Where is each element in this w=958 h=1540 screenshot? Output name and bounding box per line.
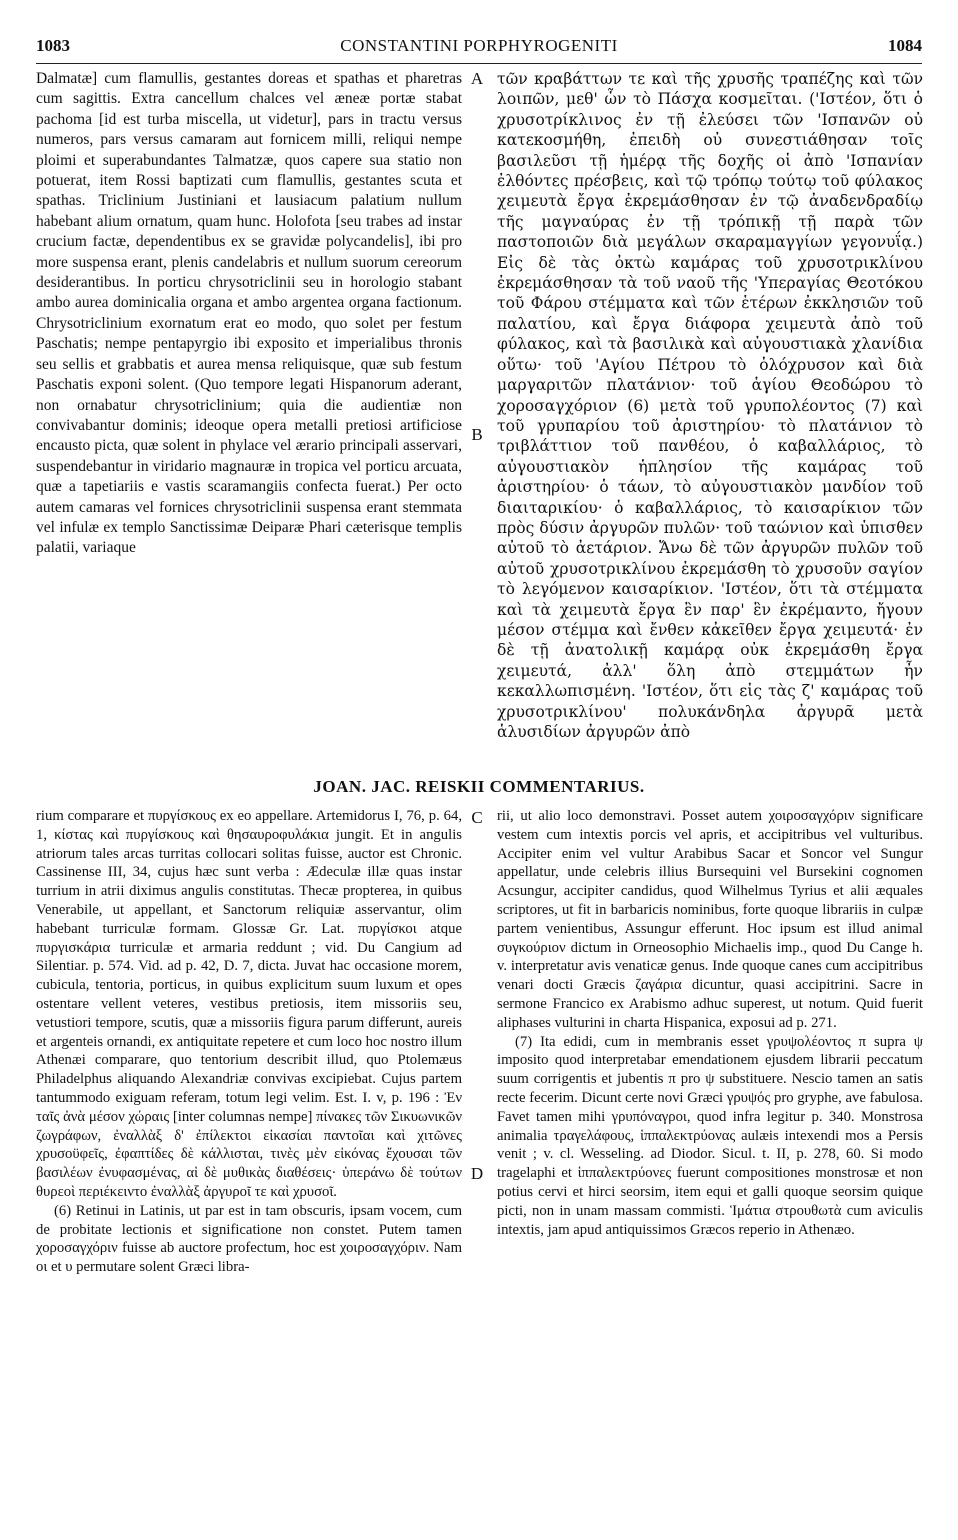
commentary-note-7: (7) Ita edidi, cum in membranis esset γρυψολέοντος π supra ψ imposito quod interpretabar emendationem ejusdem librarii peccatum suum corrigentis et jubentis π pro ψ substituere. Nescio tamen an satis recte fecerim. Dicunt certe novi Græci γρυψός pro gryphe, ave fabulosa. Favet tamen mihi γρυπόναγροι, quod infra legitur p. 340. Monstrosa animalia τραγελάφους, ἱππαλεκτρύονας aulæis intexendi mos a Persis venit ; v. cl. Wesseling. ad Diodor. Sicul. t. II, p. 278, 60. Si modo tragelaphi et ἱππαλεκτρύονες fuerunt compositiones monstrosæ et non potius cervi et hirci seorsim, item equi et galli quoque seorsim quique picti, non in unam massam commisti. Ἱμάτια στρουθωτὰ cum aviculis intextis, jam apud antiquissimos Græcos reperio in Athenæo. xyxy=(497,1033,923,1238)
commentary-paragraph: rii, ut alio loco demonstravi. Posset autem χοιροσαγχόριν significare vestem cum intextis porcis vel apris, et accipitribus vel vulturibus. Accipiter enim vel vultur Arabibus Sacar et Soncor vel Sungur appellatur, unde celebris illius Bursequini vel Bursekini cognomen Acsungur, accipiter candidus, quod Wilhelmus Tyrius et alii æquales scriptores, ut fit in barbaricis nominibus, forte quoque librariis in culpæ partem venientibus, Assungur efferunt. Hoc ipsum est illud animal συγκούριον dictum in Orneosophio Michaelis imp., quod Du Cange h. v. interpretatur avis venaticæ genus. Inde quoque canes cum accipitribus venari docti Græcis ζαγάρια dicuntur, quasi accipitrini. Sacre in sermone Francico ex Arabismo adhuc superest, ut notum. Quid fuerit aliphases vulturini in charta Hispanica, exposui ad p. 271. xyxy=(497,808,923,1031)
commentary-title: JOAN. JAC. REISKII COMMENTARIUS. xyxy=(313,777,645,796)
section-marker-d: D xyxy=(470,1164,484,1183)
page-number-left: 1083 xyxy=(36,36,70,55)
page-number-right: 1084 xyxy=(888,36,922,55)
latin-translation-column xyxy=(36,69,462,772)
commentary-right-column xyxy=(497,807,923,1507)
greek-text: τῶν κραβάττων τε καὶ τῆς χρυσῆς τραπέζης καὶ τῶν λοιπῶν, μεθ' ὧν τὸ Πάσχα κοσμεῖται. ('Ιστέον, ὅτι ὁ χρυσοτρίκλινος ἐν τῇ ἐλεύσει τῶν 'Ισπανῶν οὐ κατεκοσμήθη, ἐπειδὴ οὐ συνεστιάθησαν τοῖς βασιλεῦσι τῇ ἡμέρᾳ τῆς δοχῆς οἱ ἀπὸ 'Ισπανίαν ἐλθόντες πρέσβεις, καὶ τῷ τρόπῳ τούτῳ τοῦ φύλακος χειμευτὰ ἔργα ἐκρεμάσθησαν ἐν τῷ ἀναδενδραδίῳ τῆς μαγναύρας ἐν τῇ τρόπικῇ τῇ παρὰ τῶν παστοποιῶν διὰ μεγάλων σκαραμαγγίων γεγονυΐᾳ.) Εἰς δὲ τὰς ὀκτὼ καμάρας τοῦ χρυσοτρικλίνου ἐκρεμάσθησαν τὰ τοῦ ναοῦ τῆς 'Υπεραγίας Θεοτόκου τοῦ Φάρου στέμματα καὶ τῶν ἑτέρων ἐκκλησιῶν τοῦ παλατίου, καὶ ἔργα διάφορα χειμευτὰ ἀπὸ τοῦ φύλακος, καὶ τὰ βασιλικὰ καὶ αὐγουστιακὰ χλανίδια οὕτω· τοῦ 'Αγίου Πέτρου τὸ ὁλόχρυσον καὶ διὰ μαργαριτῶν πλατάνιον· τοῦ ἁγίου Θεοδώρου τὸ χοροσαγχόριον (6) μετὰ τοῦ γρυπολέοντος (7) καὶ τοῦ γρυπαρίου τοῦ ἀριστηρίου· τὸ πλατάνιον τὸ τριβλάττιον τοῦ πανθέου, ὁ καβαλλάριος, τὸ αὐγουστιακὸν ἡπλησίον τῆς καμάρας τοῦ ἀριστηρίου· ὁ τάων, τὸ αὐγουστιακὸν μανδίον τοῦ διαιταρικίου· ὁ καβαλλάριος, τὸ καισαρίκιον τῶν πρὸς δύσιν ἀργυρῶν πυλῶν· τοῦ ταώνιον καὶ ὑπισθεν αὐτοῦ τὸ ἀετάριον. Ἄνω δὲ τῶν ἀργυρῶν πυλῶν τοῦ αὐτοῦ χρυσοτρικλίνου ἐκρεμάσθη τὸ χρυσοῦν σαγίον τὸ λεγόμενον καισαρίκιον. 'Ιστέον, ὅτι τὰ στέμματα καὶ τὰ χειμευτὰ ἔργα ἓν παρ' ἓν ἐκρέμαντο, ἤγουν μέσον στέμμα καὶ ἔνθεν κἀκεῖθεν ἔργα χειμευτά· ἐν δὲ τῇ ἀνατολικῇ καμάρᾳ οὐκ ἐκρεμάσθη ἔργα χειμευτά, ἀλλ' ὅλη ἀπὸ στεμμάτων ἦν κεκαλλωπισμένη. 'Ιστέον, ὅτι εἰς τὰς ζ' καμάρας τοῦ χρυσοτρικλίνου' πολυκάνδηλα ἀργυρᾶ μετὰ ἁλυσιδίων ἀργυρῶν ἀπὸ xyxy=(497,70,923,741)
section-marker-c: C xyxy=(471,808,483,827)
running-header xyxy=(36,36,922,60)
greek-text-column xyxy=(497,69,923,772)
header-rule xyxy=(36,63,922,64)
section-marker-b: B xyxy=(471,425,483,444)
commentary-note-6: (6) Retinui in Latinis, ut par est in tam obscuris, ipsam vocem, cum de probitate lectionis et significatione non constet. Putem tamen χοροσαγχόριν fuisse ab auctore profectum, hoc est χοιροσαγχόριν. Nam οι et υ permutare solent Græci libra- xyxy=(36,1202,462,1276)
commentary-paragraph: rium comparare et πυργίσκους ex eo appellare. Artemidorus I, 76, p. 64, 1, κίστας καὶ πυργίσκους καὶ θησαυροφυλάκια jungit. Et in angulis atriorum tales arcas turritas collocari solitas fuisse, auctor est Chronic. Cassinense III, 34, cujus hæc sunt verba : Ædeculæ illæ quas instar turrium in atrii diximus angulis constitutas. Thecæ propterea, in quibus Venerabile, ut appellant, et Sanctorum reliquiæ asservantur, olim habebant turriculæ formam. Glossæ Gr. Lat. πυργίσκοι atque πυργισκάρια turriculæ et armaria reddunt ; vid. Du Cangium ad Silentiar. p. 574. Vid. ad p. 42, D. 7, dicta. Juvat hac occasione morem, cubicula, tentoria, porticus, in quibus explicitum suum luxum et opes ostentare vellent veteres, vestibus pretiosis, item missoriis seu, vetustiori tempore, scutis, quæ a missoriis figura parum differunt, aureis et argenteis ornandi, ex antiquitate repetere et cum loco hoc nostro illum Athenæi comparare, quo tentorium describit illud, quo Ptolemæus Philadelphus aliquando Alexandriæ convivas excipiebat. Cujus partem tantummodo exiguam referam, totum legi velim. Est. I. v, p. 196 : Ἐν ταῖς ἀνὰ μέσον χώραις [inter columnas nempe] πίνακες τῶν Σικυωνικῶν ζωγράφων, ἐναλλὰξ δ' ἐπίλεκτοι εἰκασίαι παντοῖαι καὶ χιτῶνες χρυσοϋφεῖς, ἐφαπτίδες δὲ κάλλισται, τινὲς μὲν εἰκόνας ἔχουσαι τῶν βασιλέων ἐνυφασμένας, αἱ δὲ μυθικὰς διαθέσεις· ὑπεράνω δὲ τούτων θυρεοὶ περιέκειντο ἐναλλὰξ ἀργυροῖ τε καὶ χρυσοῖ. xyxy=(36,808,462,1200)
running-title: CONSTANTINI PORPHYROGENITI xyxy=(340,36,618,55)
commentary-left-column xyxy=(36,807,462,1507)
latin-text: Dalmatæ] cum flamullis, gestantes doreas et spathas et pharetras cum sagittis. Extra cancellum chalces vel æneæ portæ stabat pachoma [id est turba miscella, ut videtur], pars in tractu versus numeros, pars versus camaram aut fornicem milli, reliqui nempe ploimi et superabundantes Talmatzæ, quos capere sua statio non potuerat, item Rossi baptizati cum flamullis, gestantes scuta et spathas. Triclinium Justiniani et lausiacum palatium nullum habebant alium ornatum, quam hunc. Holofota [seu trabes ad instar crucium factæ, dependentibus ex se gravidæ polycandelis], ibi pro more suspensa erant, plenis candelabris et nullum suorum cereorum desiderantibus. In porticu chrysotriclinii seu in horologio stabant ambo aurea dominicalia organa et ambo argentea organa factionum. Chrysotriclinium exornatum erat eo modo, quo solet per festum Paschatis; nempe pentapyrgio ibi exposito et imperialibus thronis seu sellis et grabbatis et aurea mensa reliquisque, quæ sub festum Paschatis exponi solent. (Quo tempore legati Hispanorum aderant, non ornabatur chrysotriclinium; quia die audientiæ non convivabantur dominis; ideoque opera metalli pretiosi artificiose encausto picta, quæ solent in phylace vel ærario principali asservari, suspendebantur in viridario magnauræ in tropica vel porticu arcuata, quæ a tapetiariis e vastis scaramangiis confecta fuerat.) Per octo autem camaras vel fornices chrysotriclinii suspensa erant stemmata vel infulæ ex templo Sanctissimæ Deiparæ Phari cæterisque templis palatii, variaque xyxy=(36,70,462,557)
section-marker-a: A xyxy=(470,69,484,88)
